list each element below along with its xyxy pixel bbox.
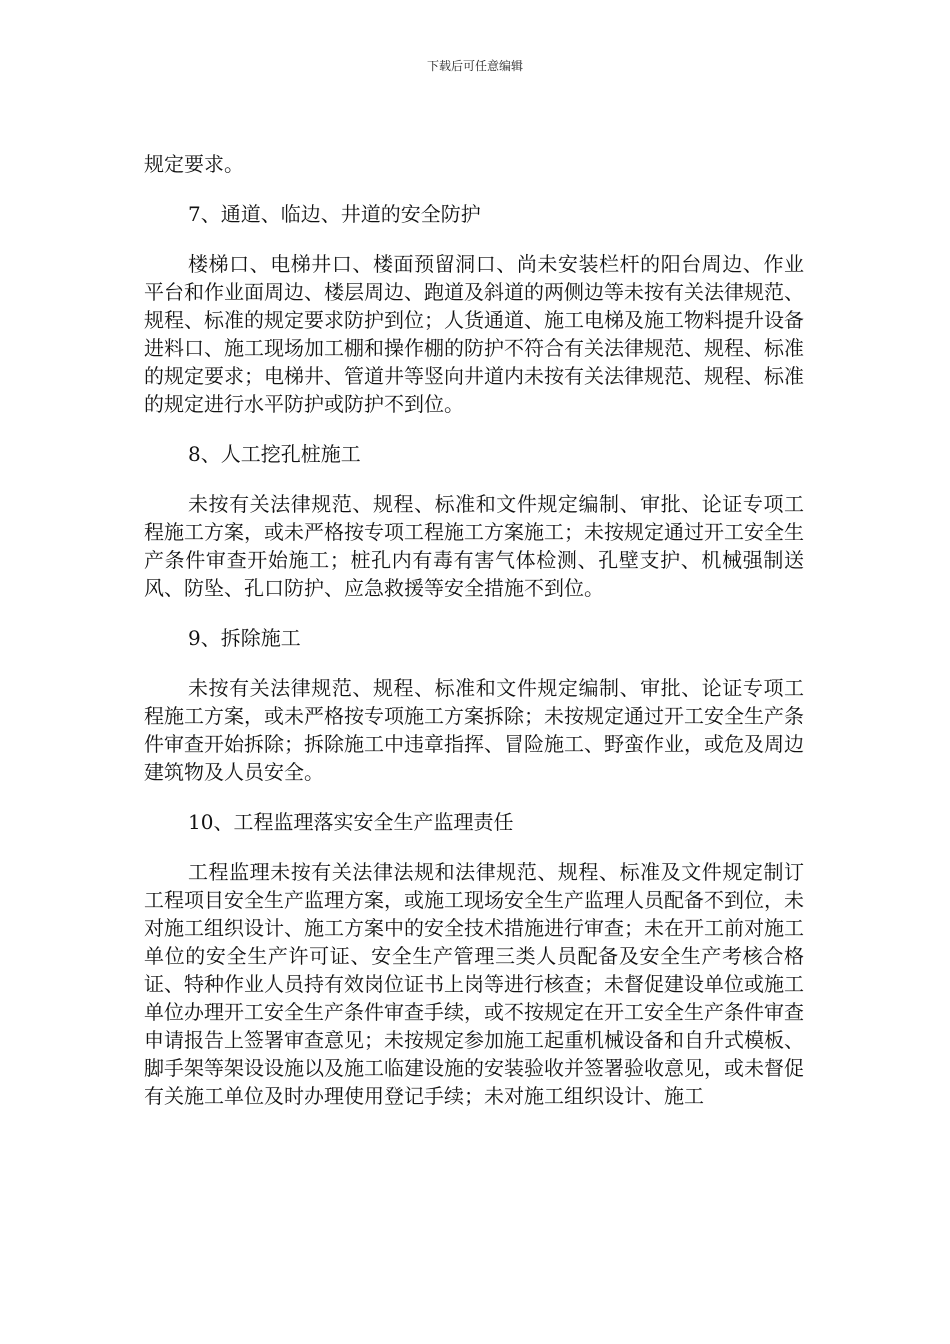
section-body-9: 未按有关法律规范、规程、标准和文件规定编制、审批、论证专项工程施工方案，或未严格按专项施工方案拆除；未按规定通过开工安全生产条件审查开始拆除；拆除施工中违章指挥、冒险施工、野蛮作业，或危及周边建筑物及人员安全。 <box>144 676 804 784</box>
section-heading-7: 7、通道、临边、井道的安全防护 <box>188 202 481 226</box>
section-body-10: 工程监理未按有关法律法规和法律规范、规程、标准及文件规定制订工程项目安全生产监理方案，或施工现场安全生产监理人员配备不到位，未对施工组织设计、施工方案中的安全技术措施进行审查；未在开工前对施工单位的安全生产许可证、安全生产管理三类人员配备及安全生产考核合格证、特种作业人员持有效岗位证书上岗等进行核查；未督促建设单位或施工单位办理开工安全生产条件审查手续，或不按规定在开工安全生产条件审查申请报告上签署审查意见；未按规定参加施工起重机械设备和自升式模板、脚手架等架设设施以及施工临建设施的安装验收并签署验收意见，或未督促有关施工单位及时办理使用登记手续；未对施工组织设计、施工 <box>144 860 804 1108</box>
section-body-8: 未按有关法律规范、规程、标准和文件规定编制、审批、论证专项工程施工方案，或未严格按专项工程施工方案施工；未按规定通过开工安全生产条件审查开始施工；桩孔内有毒有害气体检测、孔壁支护、机械强制送风、防坠、孔口防护、应急救援等安全措施不到位。 <box>144 492 804 600</box>
document-body <box>144 150 804 1132</box>
section-heading-9: 9、拆除施工 <box>188 626 301 650</box>
section-heading-8: 8、人工挖孔桩施工 <box>188 442 361 466</box>
section-body-7: 楼梯口、电梯井口、楼面预留洞口、尚未安装栏杆的阳台周边、作业平台和作业面周边、楼层周边、跑道及斜道的两侧边等未按有关法律规范、规程、标准的规定要求防护到位；人货通道、施工电梯及施工物料提升设备进料口、施工现场加工棚和操作棚的防护不符合有关法律规范、规程、标准的规定要求；电梯井、管道井等竖向井道内未按有关法律规范、规程、标准的规定进行水平防护或防护不到位。 <box>144 252 804 416</box>
page-header: 下载后可任意编辑 <box>426 59 523 73</box>
section-heading-10: 10、工程监理落实安全生产监理责任 <box>188 810 514 834</box>
continuation-text: 规定要求。 <box>144 152 244 176</box>
